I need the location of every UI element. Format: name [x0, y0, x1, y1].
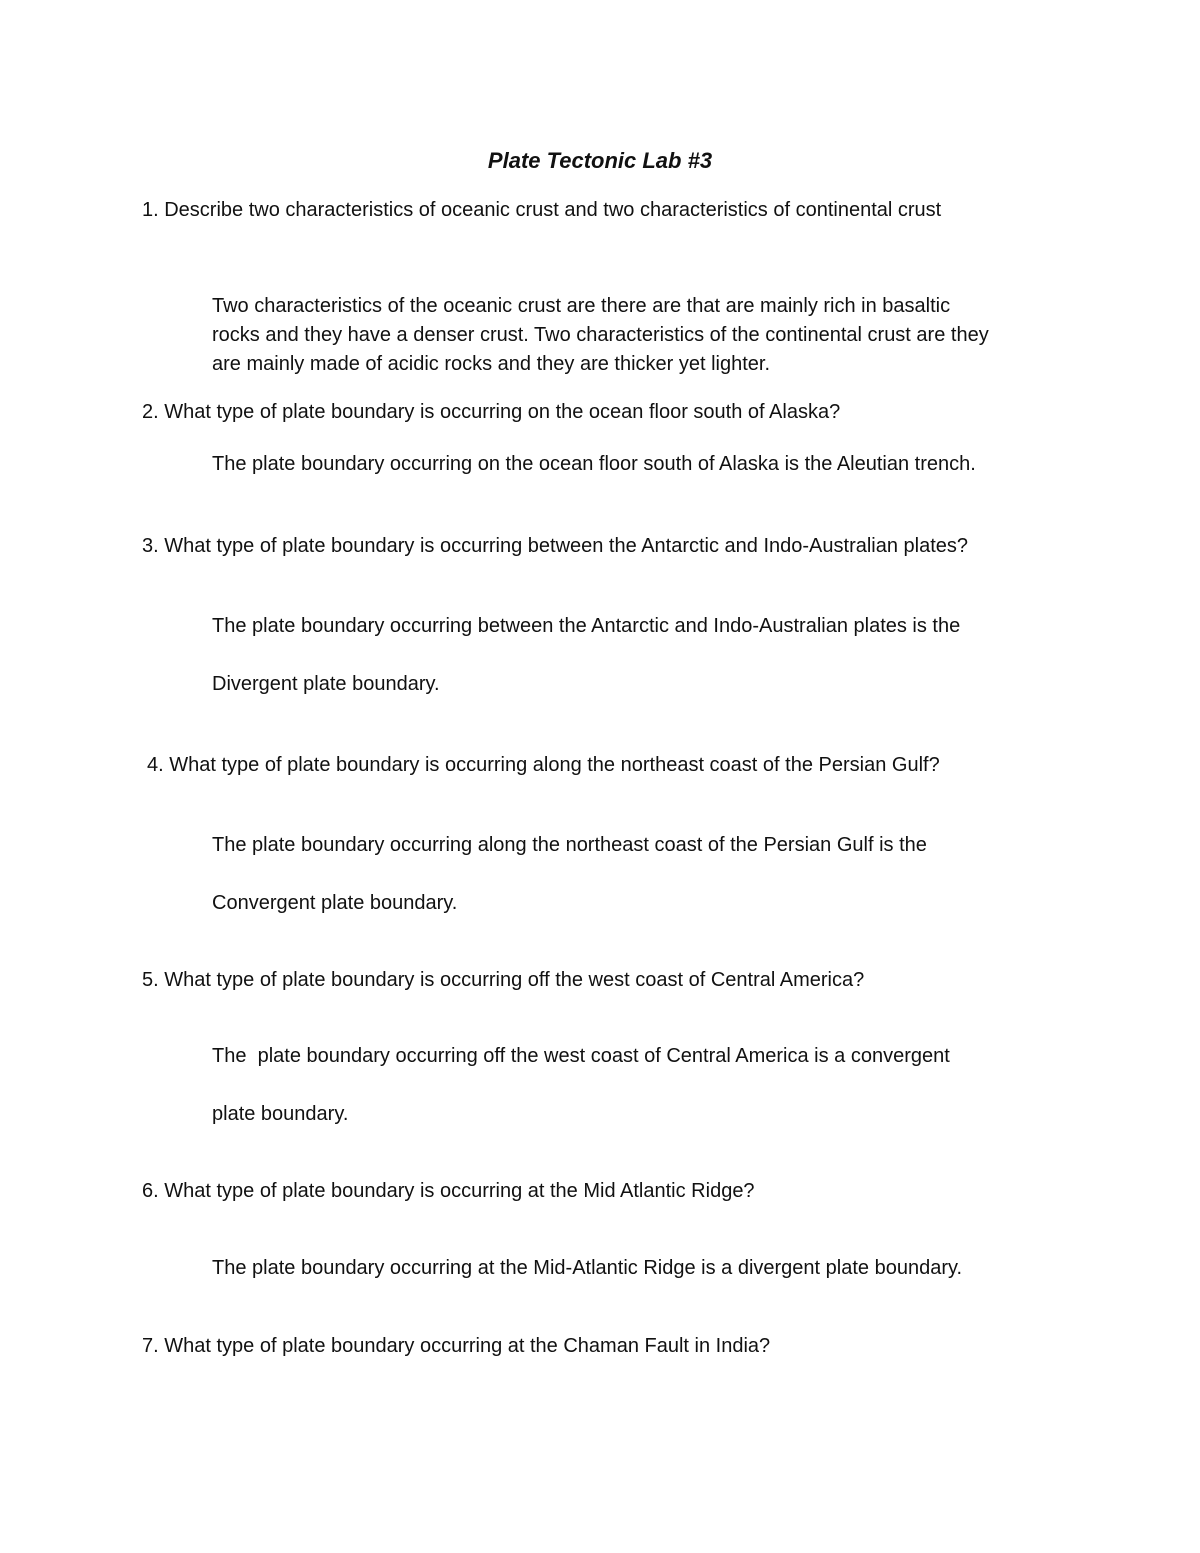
question-3: 3. What type of plate boundary is occurring between the Antarctic and Indo-Australian plates? — [142, 535, 969, 557]
answer-4-line-2: Convergent plate boundary. — [212, 892, 458, 914]
question-5: 5. What type of plate boundary is occurring off the west coast of Central America? — [142, 969, 865, 991]
question-7: 7. What type of plate boundary occurring at the Chaman Fault in India? — [142, 1335, 771, 1357]
answer-1-line-2: rocks and they have a denser crust. Two characteristics of the continental crust are they — [212, 324, 989, 346]
document-title: Plate Tectonic Lab #3 — [487, 148, 713, 173]
answer-1 — [212, 292, 1072, 379]
answer-5-line-2: plate boundary. — [212, 1103, 349, 1125]
question-2: 2. What type of plate boundary is occurring on the ocean floor south of Alaska? — [142, 401, 841, 423]
answer-3-line-2: Divergent plate boundary. — [212, 673, 440, 695]
question-4: 4. What type of plate boundary is occurring along the northeast coast of the Persian Gulf? — [147, 754, 940, 776]
answer-1-line-3: are mainly made of acidic rocks and they are thicker yet lighter. — [212, 353, 771, 375]
answer-5-line-1: The plate boundary occurring off the west coast of Central America is a convergent — [212, 1045, 950, 1067]
question-6: 6. What type of plate boundary is occurring at the Mid Atlantic Ridge? — [142, 1180, 755, 1202]
answer-6: The plate boundary occurring at the Mid-Atlantic Ridge is a divergent plate boundary. — [212, 1257, 963, 1279]
answer-1-line-1: Two characteristics of the oceanic crust are there are that are mainly rich in basaltic — [212, 295, 951, 317]
answer-3-line-1: The plate boundary occurring between the Antarctic and Indo-Australian plates is the — [212, 615, 961, 637]
answer-4-line-1: The plate boundary occurring along the northeast coast of the Persian Gulf is the — [212, 834, 927, 856]
question-1: 1. Describe two characteristics of oceanic crust and two characteristics of continental crust — [142, 199, 942, 221]
answer-2: The plate boundary occurring on the ocean floor south of Alaska is the Aleutian trench. — [212, 453, 976, 475]
